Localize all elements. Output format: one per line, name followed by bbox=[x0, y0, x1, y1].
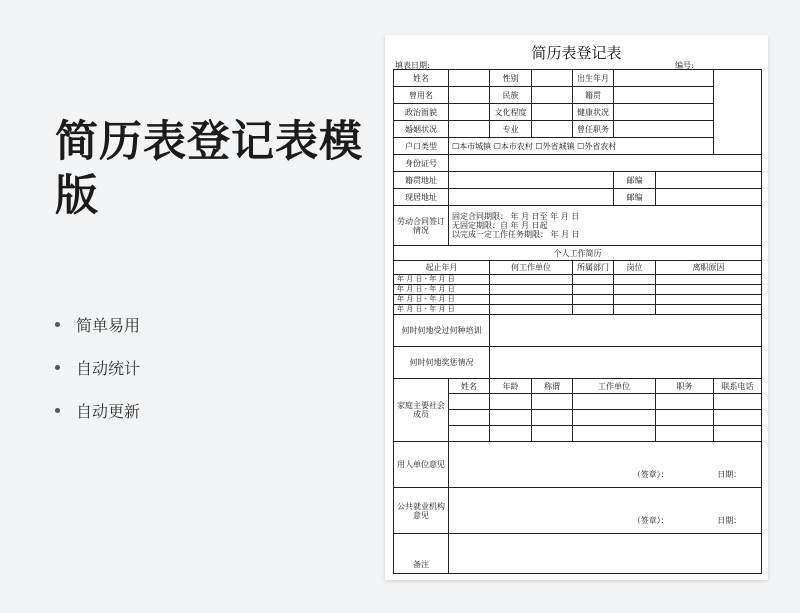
bullet-icon bbox=[55, 322, 60, 327]
promo-title: 简历表登记表模版 bbox=[55, 117, 363, 221]
work-position-cell[interactable] bbox=[614, 275, 656, 285]
awards-label: 何时何地奖惩情况 bbox=[394, 347, 490, 379]
health-label: 健康状况 bbox=[573, 104, 614, 121]
origin-postcode-field[interactable] bbox=[656, 172, 762, 189]
work-department-cell[interactable] bbox=[573, 285, 614, 295]
work-employer-cell[interactable] bbox=[490, 275, 573, 285]
fill-date-label: 填表日期: bbox=[395, 61, 430, 70]
work-reason-cell[interactable] bbox=[656, 275, 762, 285]
family-cell[interactable] bbox=[573, 394, 656, 410]
remarks-field[interactable] bbox=[449, 534, 762, 574]
work-date-range[interactable]: 年 月 日 - 年 月 日 bbox=[394, 285, 490, 295]
ethnicity-field[interactable] bbox=[532, 87, 573, 104]
major-label: 专业 bbox=[490, 121, 532, 138]
id-number-field[interactable] bbox=[449, 155, 762, 172]
feature-list bbox=[55, 313, 140, 442]
work-history-title: 个人工作简历 bbox=[394, 246, 762, 261]
work-header-period: 起止年月 bbox=[394, 261, 490, 275]
work-date-range[interactable]: 年 月 日 - 年 月 日 bbox=[394, 275, 490, 285]
former-name-label: 曾用名 bbox=[394, 87, 449, 104]
work-department-cell[interactable] bbox=[573, 275, 614, 285]
public-opinion-label: 公共就业机构意见 bbox=[394, 488, 449, 534]
health-field[interactable] bbox=[614, 104, 714, 121]
resume-form-sheet bbox=[385, 35, 768, 580]
postcode-label: 邮编 bbox=[614, 189, 656, 206]
photo-box[interactable] bbox=[714, 70, 762, 155]
work-reason-cell[interactable] bbox=[656, 295, 762, 305]
work-date-range[interactable]: 年 月 日 - 年 月 日 bbox=[394, 305, 490, 315]
family-cell[interactable] bbox=[532, 410, 573, 426]
family-cell[interactable] bbox=[573, 410, 656, 426]
major-field[interactable] bbox=[532, 121, 573, 138]
family-label: 家庭主要社会成员 bbox=[394, 379, 449, 442]
contract-terms[interactable]: 固定合同期限： 年 月 日至 年 月 日 无固定期限：自 年 月 日起 以完成一定工作任务期限： 年 月 日 bbox=[449, 206, 762, 246]
date-label: 日期： bbox=[717, 516, 742, 525]
current-address-field[interactable] bbox=[449, 189, 614, 206]
work-header-department: 所属部门 bbox=[573, 261, 614, 275]
family-header-phone: 联系电话 bbox=[714, 379, 762, 394]
bullet-icon bbox=[55, 408, 60, 413]
ethnicity-label: 民族 bbox=[490, 87, 532, 104]
native-place-field[interactable] bbox=[614, 87, 714, 104]
current-postcode-field[interactable] bbox=[656, 189, 762, 206]
family-cell[interactable] bbox=[714, 426, 762, 442]
name-field[interactable] bbox=[449, 70, 490, 87]
work-reason-cell[interactable] bbox=[656, 285, 762, 295]
number-label: 编号: bbox=[675, 61, 694, 70]
gender-field[interactable] bbox=[532, 70, 573, 87]
family-header-employer: 工作单位 bbox=[573, 379, 656, 394]
feature-item: 简单易用 bbox=[55, 313, 140, 335]
work-employer-cell[interactable] bbox=[490, 285, 573, 295]
family-cell[interactable] bbox=[449, 394, 490, 410]
political-field[interactable] bbox=[449, 104, 490, 121]
family-header-relation: 称谓 bbox=[532, 379, 573, 394]
family-cell[interactable] bbox=[449, 410, 490, 426]
contract-label: 劳动合同签订情况 bbox=[394, 206, 449, 246]
native-place-label: 籍贯 bbox=[573, 87, 614, 104]
former-position-label: 曾任职务 bbox=[573, 121, 614, 138]
postcode-label: 邮编 bbox=[614, 172, 656, 189]
feature-item: 自动更新 bbox=[55, 399, 140, 421]
former-name-field[interactable] bbox=[449, 87, 490, 104]
training-label: 何时何地受过何种培训 bbox=[394, 315, 490, 347]
name-label: 姓名 bbox=[394, 70, 449, 87]
work-position-cell[interactable] bbox=[614, 305, 656, 315]
hukou-type-label: 户口类型 bbox=[394, 138, 449, 155]
awards-field[interactable] bbox=[490, 347, 762, 379]
work-reason-cell[interactable] bbox=[656, 305, 762, 315]
bullet-icon bbox=[55, 365, 60, 370]
marital-label: 婚姻状况 bbox=[394, 121, 449, 138]
education-field[interactable] bbox=[532, 104, 573, 121]
marital-field[interactable] bbox=[449, 121, 490, 138]
origin-address-field[interactable] bbox=[449, 172, 614, 189]
current-address-label: 现居地址 bbox=[394, 189, 449, 206]
family-header-title: 职务 bbox=[656, 379, 714, 394]
remarks-label: 备注 bbox=[394, 534, 449, 574]
political-label: 政治面貌 bbox=[394, 104, 449, 121]
family-cell[interactable] bbox=[490, 410, 532, 426]
registration-table bbox=[393, 69, 762, 574]
work-employer-cell[interactable] bbox=[490, 295, 573, 305]
family-cell[interactable] bbox=[532, 394, 573, 410]
work-date-range[interactable]: 年 月 日 - 年 月 日 bbox=[394, 295, 490, 305]
employer-opinion-field[interactable] bbox=[449, 442, 762, 488]
seal-label: （签章）： bbox=[632, 516, 669, 525]
family-cell[interactable] bbox=[532, 426, 573, 442]
form-title: 简历表登记表 bbox=[531, 44, 622, 62]
feature-item: 自动统计 bbox=[55, 356, 140, 378]
family-cell[interactable] bbox=[714, 410, 762, 426]
family-cell[interactable] bbox=[656, 394, 714, 410]
work-header-position: 岗位 bbox=[614, 261, 656, 275]
id-number-label: 身份证号 bbox=[394, 155, 449, 172]
work-department-cell[interactable] bbox=[573, 305, 614, 315]
work-department-cell[interactable] bbox=[573, 295, 614, 305]
family-header-name: 姓名 bbox=[449, 379, 490, 394]
birth-field[interactable] bbox=[614, 70, 714, 87]
family-cell[interactable] bbox=[449, 426, 490, 442]
work-position-cell[interactable] bbox=[614, 285, 656, 295]
date-label: 日期： bbox=[717, 470, 742, 479]
public-opinion-field[interactable] bbox=[449, 488, 762, 534]
family-cell[interactable] bbox=[656, 410, 714, 426]
training-field[interactable] bbox=[490, 315, 762, 347]
work-header-employer: 何工作单位 bbox=[490, 261, 573, 275]
origin-address-label: 籍贯地址 bbox=[394, 172, 449, 189]
seal-label: （签章）： bbox=[632, 470, 669, 479]
family-header-age: 年龄 bbox=[490, 379, 532, 394]
family-cell[interactable] bbox=[490, 426, 532, 442]
employer-opinion-label: 用人单位意见 bbox=[394, 442, 449, 488]
birth-label: 出生年月 bbox=[573, 70, 614, 87]
work-employer-cell[interactable] bbox=[490, 305, 573, 315]
family-cell[interactable] bbox=[656, 426, 714, 442]
work-position-cell[interactable] bbox=[614, 295, 656, 305]
former-position-field[interactable] bbox=[614, 121, 714, 138]
gender-label: 性别 bbox=[490, 70, 532, 87]
family-cell[interactable] bbox=[573, 426, 656, 442]
education-label: 文化程度 bbox=[490, 104, 532, 121]
family-cell[interactable] bbox=[490, 394, 532, 410]
work-header-reason: 离职原因 bbox=[656, 261, 762, 275]
hukou-options[interactable]: ☐本市城镇 ☐本市农村 ☐外省城镇 ☐外省农村 bbox=[449, 138, 714, 155]
family-cell[interactable] bbox=[714, 394, 762, 410]
